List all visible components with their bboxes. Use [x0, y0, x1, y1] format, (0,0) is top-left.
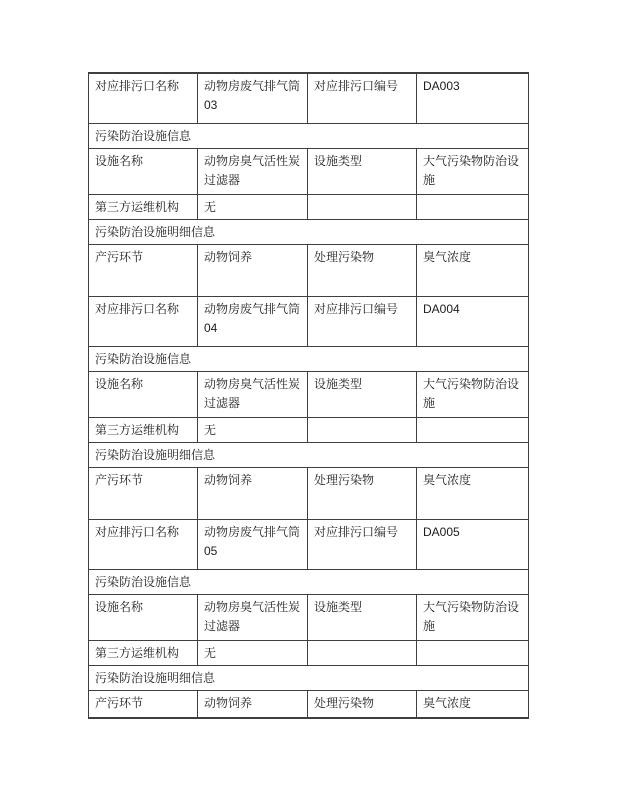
field-value-cell: 无: [198, 194, 308, 219]
field-label-cell: [308, 640, 417, 665]
field-value-cell: [417, 417, 529, 442]
field-value-cell: 动物房废气排气筒03: [198, 73, 308, 123]
field-label-cell: 对应排污口名称: [89, 73, 198, 123]
field-label-cell: 对应排污口编号: [308, 519, 417, 569]
field-label-cell: 处理污染物: [308, 690, 417, 718]
section-header-row: [89, 219, 529, 244]
field-value-cell: 动物房臭气活性炭过滤器: [198, 148, 308, 194]
table-row: [89, 519, 529, 569]
field-value-cell: 无: [198, 417, 308, 442]
section-header-cell: 污染防治设施信息: [89, 123, 529, 148]
field-value-cell: 臭气浓度: [417, 244, 529, 296]
field-label-cell: 产污环节: [89, 244, 198, 296]
field-label-cell: 对应排污口名称: [89, 296, 198, 346]
field-value-cell: DA004: [417, 296, 529, 346]
table-row: [89, 467, 529, 519]
field-label-cell: 对应排污口编号: [308, 73, 417, 123]
field-value-cell: 大气污染物防治设施: [417, 148, 529, 194]
field-value-cell: 大气污染物防治设施: [417, 371, 529, 417]
field-value-cell: [417, 194, 529, 219]
field-value-cell: [417, 640, 529, 665]
field-value-cell: DA003: [417, 73, 529, 123]
field-label-cell: 产污环节: [89, 690, 198, 718]
table-row: [89, 640, 529, 665]
field-label-cell: 设施类型: [308, 371, 417, 417]
field-value-cell: 动物房臭气活性炭过滤器: [198, 594, 308, 640]
field-value-cell: 动物饲养: [198, 690, 308, 718]
section-header-cell: 污染防治设施明细信息: [89, 442, 529, 467]
table-row: [89, 594, 529, 640]
field-value-cell: 无: [198, 640, 308, 665]
field-label-cell: 第三方运维机构: [89, 194, 198, 219]
table-row: [89, 73, 529, 123]
table-row: [89, 417, 529, 442]
field-label-cell: 设施名称: [89, 371, 198, 417]
section-header-cell: 污染防治设施信息: [89, 346, 529, 371]
field-label-cell: 第三方运维机构: [89, 640, 198, 665]
section-header-row: [89, 123, 529, 148]
field-label-cell: 设施类型: [308, 148, 417, 194]
section-header-cell: 污染防治设施明细信息: [89, 219, 529, 244]
pollution-facility-table: [88, 72, 529, 719]
table-row: [89, 371, 529, 417]
field-value-cell: 动物房废气排气筒05: [198, 519, 308, 569]
field-label-cell: 设施名称: [89, 594, 198, 640]
section-header-row: [89, 665, 529, 690]
table-row: [89, 296, 529, 346]
field-label-cell: 处理污染物: [308, 467, 417, 519]
section-header-row: [89, 442, 529, 467]
table-row: [89, 244, 529, 296]
section-header-cell: 污染防治设施明细信息: [89, 665, 529, 690]
field-value-cell: 臭气浓度: [417, 690, 529, 718]
field-value-cell: 动物饲养: [198, 467, 308, 519]
field-label-cell: [308, 194, 417, 219]
field-label-cell: [308, 417, 417, 442]
field-value-cell: 动物房废气排气筒04: [198, 296, 308, 346]
field-label-cell: 对应排污口名称: [89, 519, 198, 569]
section-header-row: [89, 569, 529, 594]
table-row: [89, 690, 529, 718]
field-label-cell: 第三方运维机构: [89, 417, 198, 442]
field-value-cell: 臭气浓度: [417, 467, 529, 519]
field-label-cell: 设施名称: [89, 148, 198, 194]
field-value-cell: DA005: [417, 519, 529, 569]
field-value-cell: 动物饲养: [198, 244, 308, 296]
field-value-cell: 大气污染物防治设施: [417, 594, 529, 640]
field-label-cell: 设施类型: [308, 594, 417, 640]
field-label-cell: 对应排污口编号: [308, 296, 417, 346]
field-label-cell: 处理污染物: [308, 244, 417, 296]
section-header-row: [89, 346, 529, 371]
field-label-cell: 产污环节: [89, 467, 198, 519]
table-row: [89, 194, 529, 219]
section-header-cell: 污染防治设施信息: [89, 569, 529, 594]
field-value-cell: 动物房臭气活性炭过滤器: [198, 371, 308, 417]
table-row: [89, 148, 529, 194]
